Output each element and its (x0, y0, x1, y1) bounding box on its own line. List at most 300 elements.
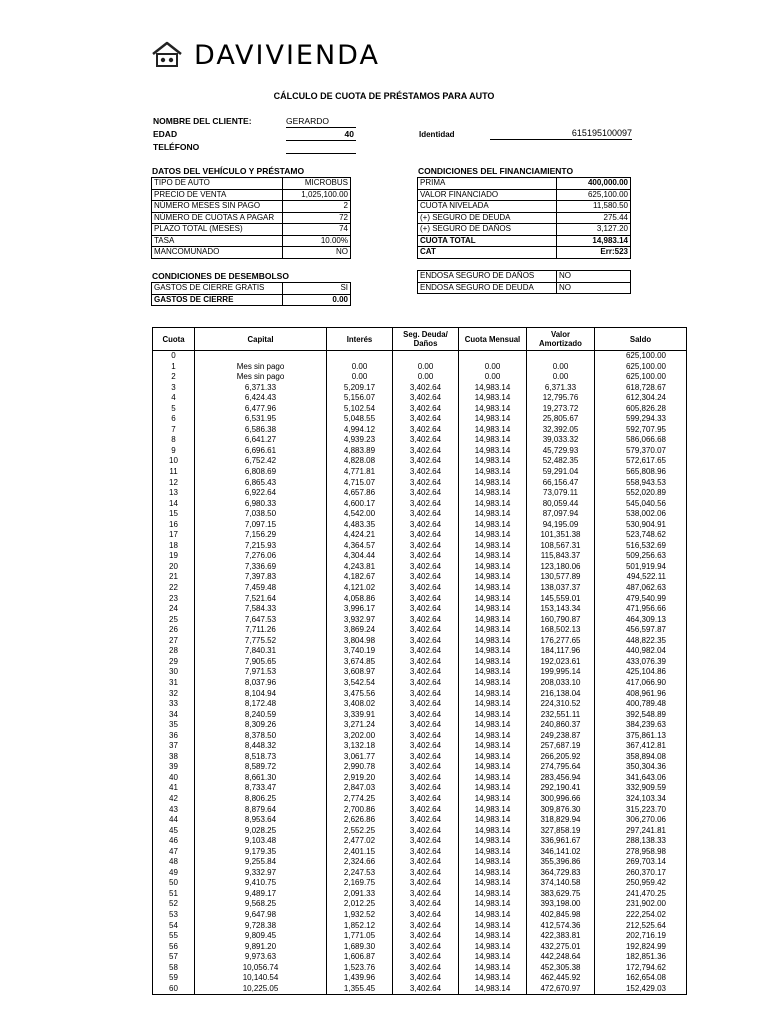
table-cell: 14,983.14 (459, 562, 527, 573)
table-cell: 3,402.64 (393, 731, 459, 742)
table-cell: 2,169.75 (327, 878, 393, 889)
table-cell: 2,626.86 (327, 815, 393, 826)
table-cell: 2,091.33 (327, 889, 393, 900)
table-cell: 14,983.14 (459, 826, 527, 837)
table-cell: 54 (153, 921, 195, 932)
table-cell: 14,983.14 (459, 984, 527, 995)
table-cell: 43 (153, 805, 195, 816)
vehicle-table (151, 177, 351, 259)
table-cell: 14,983.14 (459, 446, 527, 457)
table-cell: 9,647.98 (195, 910, 327, 921)
table-cell: 605,826.28 (595, 404, 687, 415)
vehicle-label: PLAZO TOTAL (MESES) (152, 224, 283, 236)
table-cell: 4,771.81 (327, 467, 393, 478)
table-cell: 138,037.37 (527, 583, 595, 594)
table-cell: 3,402.64 (393, 815, 459, 826)
table-cell: 3 (153, 383, 195, 394)
table-cell: 56 (153, 942, 195, 953)
table-cell: 565,808.96 (595, 467, 687, 478)
table-cell: 6,696.61 (195, 446, 327, 457)
table-cell: 545,040.56 (595, 499, 687, 510)
table-row (153, 783, 687, 794)
table-cell: 3,402.64 (393, 857, 459, 868)
table-cell: 3,061.77 (327, 752, 393, 763)
table-cell: 3,542.54 (327, 678, 393, 689)
table-cell: 3,402.64 (393, 404, 459, 415)
table-cell: 1,689.30 (327, 942, 393, 953)
table-cell: 11 (153, 467, 195, 478)
table-cell: 12,795.76 (527, 393, 595, 404)
table-cell: 10,056.74 (195, 963, 327, 974)
table-cell: 5,156.07 (327, 393, 393, 404)
table-cell: 7,584.33 (195, 604, 327, 615)
table-cell: 14 (153, 499, 195, 510)
table-cell: 1,439.96 (327, 973, 393, 984)
table-cell: 9,332.97 (195, 868, 327, 879)
table-cell: 42 (153, 794, 195, 805)
table-cell: 2,990.78 (327, 762, 393, 773)
table-cell: 250,959.42 (595, 878, 687, 889)
table-row (153, 889, 687, 900)
financing-label: CUOTA NIVELADA (418, 201, 557, 213)
table-cell: 324,103.34 (595, 794, 687, 805)
disbursement-table (151, 282, 351, 306)
table-cell: 586,066.68 (595, 435, 687, 446)
table-cell: 309,876.30 (527, 805, 595, 816)
table-cell: 433,076.39 (595, 657, 687, 668)
table-cell: 14,983.14 (459, 773, 527, 784)
table-row (153, 931, 687, 942)
table-cell: 3,996.17 (327, 604, 393, 615)
table-cell: 3,402.64 (393, 562, 459, 573)
table-cell: 4,600.17 (327, 499, 393, 510)
table-cell: 30 (153, 667, 195, 678)
client-age-value: 40 (286, 129, 356, 141)
table-cell: 318,829.94 (527, 815, 595, 826)
table-cell: 4,883.89 (327, 446, 393, 457)
amortization-header: Seg. Deuda/ Daños (393, 328, 459, 351)
vehicle-row (152, 224, 351, 236)
table-cell: 3,402.64 (393, 720, 459, 731)
table-cell: 6,477.96 (195, 404, 327, 415)
table-cell: 10,140.54 (195, 973, 327, 984)
table-row (153, 509, 687, 520)
table-cell: 14,983.14 (459, 889, 527, 900)
table-cell: 7,459.48 (195, 583, 327, 594)
table-cell: 162,654.08 (595, 973, 687, 984)
table-cell: 14,983.14 (459, 921, 527, 932)
table-cell: 3,869.24 (327, 625, 393, 636)
table-cell: 176,277.65 (527, 636, 595, 647)
table-cell: 3,402.64 (393, 910, 459, 921)
table-row (153, 868, 687, 879)
table-cell: 412,574.36 (527, 921, 595, 932)
financing-row (418, 224, 631, 236)
table-row (153, 615, 687, 626)
table-cell: 3,402.64 (393, 414, 459, 425)
table-cell: 9,568.25 (195, 899, 327, 910)
table-cell: 3,740.19 (327, 646, 393, 657)
table-cell: 59,291.04 (527, 467, 595, 478)
table-row (153, 836, 687, 847)
table-cell: 14,983.14 (459, 414, 527, 425)
table-row (153, 752, 687, 763)
table-cell: 8,104.94 (195, 689, 327, 700)
vehicle-value: 1,025,100.00 (283, 189, 351, 201)
table-cell: 393,198.00 (527, 899, 595, 910)
table-cell: 14,983.14 (459, 404, 527, 415)
table-cell: 3,402.64 (393, 435, 459, 446)
table-cell: 14,983.14 (459, 710, 527, 721)
table-cell: 3,402.64 (393, 425, 459, 436)
table-cell: 292,190.41 (527, 783, 595, 794)
amortization-header: Valor Amortizado (527, 328, 595, 351)
financing-label: (+) SEGURO DE DEUDA (418, 212, 557, 224)
table-cell: 8,037.96 (195, 678, 327, 689)
table-cell: 8,309.26 (195, 720, 327, 731)
table-row (153, 625, 687, 636)
table-row (153, 425, 687, 436)
table-cell: 7,397.83 (195, 572, 327, 583)
table-cell: 3,402.64 (393, 520, 459, 531)
table-cell: 509,256.63 (595, 551, 687, 562)
table-cell: 422,383.81 (527, 931, 595, 942)
page-title: CÁLCULO DE CUOTA DE PRÉSTAMOS PARA AUTO (273, 91, 495, 101)
table-cell: 7,647.53 (195, 615, 327, 626)
table-cell: 472,670.97 (527, 984, 595, 995)
financing-value: 400,000.00 (557, 178, 631, 190)
table-cell: 32,392.05 (527, 425, 595, 436)
table-cell: 346,141.02 (527, 847, 595, 858)
table-cell: 8,879.64 (195, 805, 327, 816)
table-cell: 32 (153, 689, 195, 700)
table-cell: 516,532.69 (595, 541, 687, 552)
table-cell: 6,371.33 (527, 383, 595, 394)
table-cell: 315,223.70 (595, 805, 687, 816)
table-cell: 8,733.47 (195, 783, 327, 794)
table-cell: 49 (153, 868, 195, 879)
table-cell: 487,062.63 (595, 583, 687, 594)
table-row (153, 731, 687, 742)
table-cell: 80,059.44 (527, 499, 595, 510)
table-cell: 367,412.81 (595, 741, 687, 752)
table-cell: 9,179.35 (195, 847, 327, 858)
table-cell: 40 (153, 773, 195, 784)
table-cell: 3,402.64 (393, 551, 459, 562)
table-cell: 530,904.91 (595, 520, 687, 531)
table-row (153, 562, 687, 573)
table-cell: 558,943.53 (595, 478, 687, 489)
table-cell: 3,608.97 (327, 667, 393, 678)
table-cell: 6,922.64 (195, 488, 327, 499)
table-cell: 172,794.62 (595, 963, 687, 974)
table-cell: 192,023.61 (527, 657, 595, 668)
table-cell: 432,275.01 (527, 942, 595, 953)
table-row (153, 826, 687, 837)
table-cell: 48 (153, 857, 195, 868)
table-row (153, 720, 687, 731)
table-cell: 14,983.14 (459, 931, 527, 942)
table-cell: 0.00 (459, 372, 527, 383)
table-cell: 269,703.14 (595, 857, 687, 868)
table-cell: 216,138.04 (527, 689, 595, 700)
table-cell: 448,822.35 (595, 636, 687, 647)
table-cell: 297,241.81 (595, 826, 687, 837)
table-row (153, 383, 687, 394)
table-cell: 9,103.48 (195, 836, 327, 847)
table-cell: 8,661.30 (195, 773, 327, 784)
table-cell: 552,020.89 (595, 488, 687, 499)
table-cell: 3,402.64 (393, 921, 459, 932)
disbursement-value: 0.00 (283, 294, 351, 306)
table-cell: 14,983.14 (459, 762, 527, 773)
financing-heading: CONDICIONES DEL FINANCIAMIENTO (418, 166, 574, 176)
table-cell: 7,775.52 (195, 636, 327, 647)
table-cell: 22 (153, 583, 195, 594)
table-cell: 7,097.15 (195, 520, 327, 531)
table-cell: 3,408.02 (327, 699, 393, 710)
table-cell: 3,402.64 (393, 931, 459, 942)
table-cell: 14,983.14 (459, 636, 527, 647)
house-icon (150, 40, 184, 70)
table-cell: 14,983.14 (459, 594, 527, 605)
table-cell: 494,522.11 (595, 572, 687, 583)
table-cell: Mes sin pago (195, 372, 327, 383)
table-cell (327, 351, 393, 362)
financing-label: PRIMA (418, 178, 557, 190)
table-cell: 4,182.67 (327, 572, 393, 583)
table-cell: 392,548.89 (595, 710, 687, 721)
table-cell: 3,402.64 (393, 899, 459, 910)
table-cell: 5,102.54 (327, 404, 393, 415)
table-row (153, 583, 687, 594)
table-cell: 3,402.64 (393, 973, 459, 984)
table-cell: 3,402.64 (393, 499, 459, 510)
table-cell: 14,983.14 (459, 720, 527, 731)
table-cell: 14,983.14 (459, 963, 527, 974)
table-cell: 3,402.64 (393, 636, 459, 647)
vehicle-label: TASA (152, 235, 283, 247)
table-cell: 66,156.47 (527, 478, 595, 489)
table-cell: 332,909.59 (595, 783, 687, 794)
insurance-value: NO (557, 271, 631, 283)
table-row (153, 604, 687, 615)
table-cell: 4,483.35 (327, 520, 393, 531)
financing-value: 14,983.14 (557, 235, 631, 247)
table-cell: 7,971.53 (195, 667, 327, 678)
table-cell: 9,973.63 (195, 952, 327, 963)
financing-value: 275.44 (557, 212, 631, 224)
vehicle-value: NO (283, 247, 351, 259)
table-cell: 14,983.14 (459, 752, 527, 763)
table-cell: 3,804.98 (327, 636, 393, 647)
table-cell: 3,402.64 (393, 826, 459, 837)
table-cell: 6,808.69 (195, 467, 327, 478)
table-cell: 14,983.14 (459, 942, 527, 953)
table-cell: 7 (153, 425, 195, 436)
table-row (153, 910, 687, 921)
amortization-header: Interés (327, 328, 393, 351)
table-cell: 2 (153, 372, 195, 383)
table-cell: 3,932.97 (327, 615, 393, 626)
table-cell: 5 (153, 404, 195, 415)
table-row (153, 467, 687, 478)
table-cell: 266,205.92 (527, 752, 595, 763)
table-row (153, 414, 687, 425)
table-cell: 14,983.14 (459, 805, 527, 816)
table-cell: 618,728.67 (595, 383, 687, 394)
table-cell: 192,824.99 (595, 942, 687, 953)
table-cell: 3,402.64 (393, 752, 459, 763)
table-cell: 14,983.14 (459, 509, 527, 520)
table-cell: 9,891.20 (195, 942, 327, 953)
table-cell: 44 (153, 815, 195, 826)
table-cell: 3,402.64 (393, 847, 459, 858)
table-cell: 6,531.95 (195, 414, 327, 425)
table-cell: 2,919.20 (327, 773, 393, 784)
table-cell: 3,202.00 (327, 731, 393, 742)
table-row (153, 963, 687, 974)
vehicle-value: 74 (283, 224, 351, 236)
table-row (153, 372, 687, 383)
table-cell: 336,961.67 (527, 836, 595, 847)
table-cell: 26 (153, 625, 195, 636)
table-cell: 3,402.64 (393, 762, 459, 773)
table-cell: 3,402.64 (393, 783, 459, 794)
table-cell: 0.00 (527, 372, 595, 383)
table-row (153, 362, 687, 373)
table-cell: 14,983.14 (459, 910, 527, 921)
table-row (153, 815, 687, 826)
table-row (153, 572, 687, 583)
table-cell: 7,215.93 (195, 541, 327, 552)
table-cell: 1,355.45 (327, 984, 393, 995)
table-row (153, 878, 687, 889)
financing-label: (+) SEGURO DE DAÑOS (418, 224, 557, 236)
table-cell: 3,402.64 (393, 963, 459, 974)
table-cell: 14,983.14 (459, 847, 527, 858)
table-row (153, 973, 687, 984)
table-cell: 0.00 (327, 372, 393, 383)
insurance-row (418, 271, 631, 283)
table-cell: 21 (153, 572, 195, 583)
table-cell: 18 (153, 541, 195, 552)
vehicle-value: 72 (283, 212, 351, 224)
table-cell: 14,983.14 (459, 646, 527, 657)
table-row (153, 646, 687, 657)
table-cell: 29 (153, 657, 195, 668)
brand-name: DAVIVIENDA (194, 39, 380, 71)
amortization-table (152, 327, 687, 995)
table-cell: 123,180.06 (527, 562, 595, 573)
table-cell: 6,641.27 (195, 435, 327, 446)
table-cell: 34 (153, 710, 195, 721)
table-row (153, 857, 687, 868)
table-row (153, 762, 687, 773)
table-cell: 23 (153, 594, 195, 605)
table-cell: 45,729.93 (527, 446, 595, 457)
table-cell: 1,932.52 (327, 910, 393, 921)
table-cell: 400,789.48 (595, 699, 687, 710)
table-cell: 36 (153, 731, 195, 742)
table-cell: 14,983.14 (459, 783, 527, 794)
table-cell: 7,711.26 (195, 625, 327, 636)
table-cell: 4,828.08 (327, 456, 393, 467)
table-cell: 3,402.64 (393, 710, 459, 721)
table-cell: 14,983.14 (459, 836, 527, 847)
table-cell: 4,243.81 (327, 562, 393, 573)
financing-row (418, 189, 631, 201)
table-cell: 19,273.72 (527, 404, 595, 415)
table-row (153, 456, 687, 467)
table-cell: 3,402.64 (393, 478, 459, 489)
table-cell: 442,248.64 (527, 952, 595, 963)
table-cell: 14,983.14 (459, 678, 527, 689)
table-cell: 27 (153, 636, 195, 647)
disbursement-value: SI (283, 283, 351, 295)
table-row (153, 446, 687, 457)
table-cell: 55 (153, 931, 195, 942)
table-cell: 14,983.14 (459, 572, 527, 583)
table-cell: 278,958.98 (595, 847, 687, 858)
table-cell: 523,748.62 (595, 530, 687, 541)
insurance-label: ENDOSA SEGURO DE DEUDA (418, 282, 557, 294)
table-cell: 14,983.14 (459, 604, 527, 615)
table-row (153, 942, 687, 953)
table-cell: 0.00 (327, 362, 393, 373)
table-cell: 3,402.64 (393, 646, 459, 657)
table-cell: 8,806.25 (195, 794, 327, 805)
table-cell: 46 (153, 836, 195, 847)
disbursement-label: GASTOS DE CIERRE GRATIS (152, 283, 283, 295)
table-cell: 16 (153, 520, 195, 531)
table-cell: 241,470.25 (595, 889, 687, 900)
financing-row (418, 235, 631, 247)
table-cell: 452,305.38 (527, 963, 595, 974)
table-cell: 4,304.44 (327, 551, 393, 562)
table-cell: 3,402.64 (393, 942, 459, 953)
table-cell: 57 (153, 952, 195, 963)
table-cell: 53 (153, 910, 195, 921)
table-cell: 4,994.12 (327, 425, 393, 436)
table-cell: 168,502.13 (527, 625, 595, 636)
table-cell: 19 (153, 551, 195, 562)
table-cell: 14,983.14 (459, 741, 527, 752)
table-cell: 160,790.87 (527, 615, 595, 626)
table-cell: 28 (153, 646, 195, 657)
table-cell: 3,402.64 (393, 689, 459, 700)
table-cell: 8,589.72 (195, 762, 327, 773)
table-cell: 355,396.86 (527, 857, 595, 868)
table-cell: 14,983.14 (459, 551, 527, 562)
table-cell: 41 (153, 783, 195, 794)
table-cell: 10,225.05 (195, 984, 327, 995)
table-cell: 9,489.17 (195, 889, 327, 900)
table-cell: 38 (153, 752, 195, 763)
table-cell: 402,845.98 (527, 910, 595, 921)
vehicle-row (152, 189, 351, 201)
table-cell: 2,401.15 (327, 847, 393, 858)
table-cell: 538,002.06 (595, 509, 687, 520)
table-cell: 115,843.37 (527, 551, 595, 562)
financing-label: CAT (418, 247, 557, 259)
table-cell: 6,371.33 (195, 383, 327, 394)
table-cell: 4,424.21 (327, 530, 393, 541)
table-cell: 572,617.65 (595, 456, 687, 467)
table-cell: 6,752.42 (195, 456, 327, 467)
table-cell: 14,983.14 (459, 456, 527, 467)
table-row (153, 404, 687, 415)
